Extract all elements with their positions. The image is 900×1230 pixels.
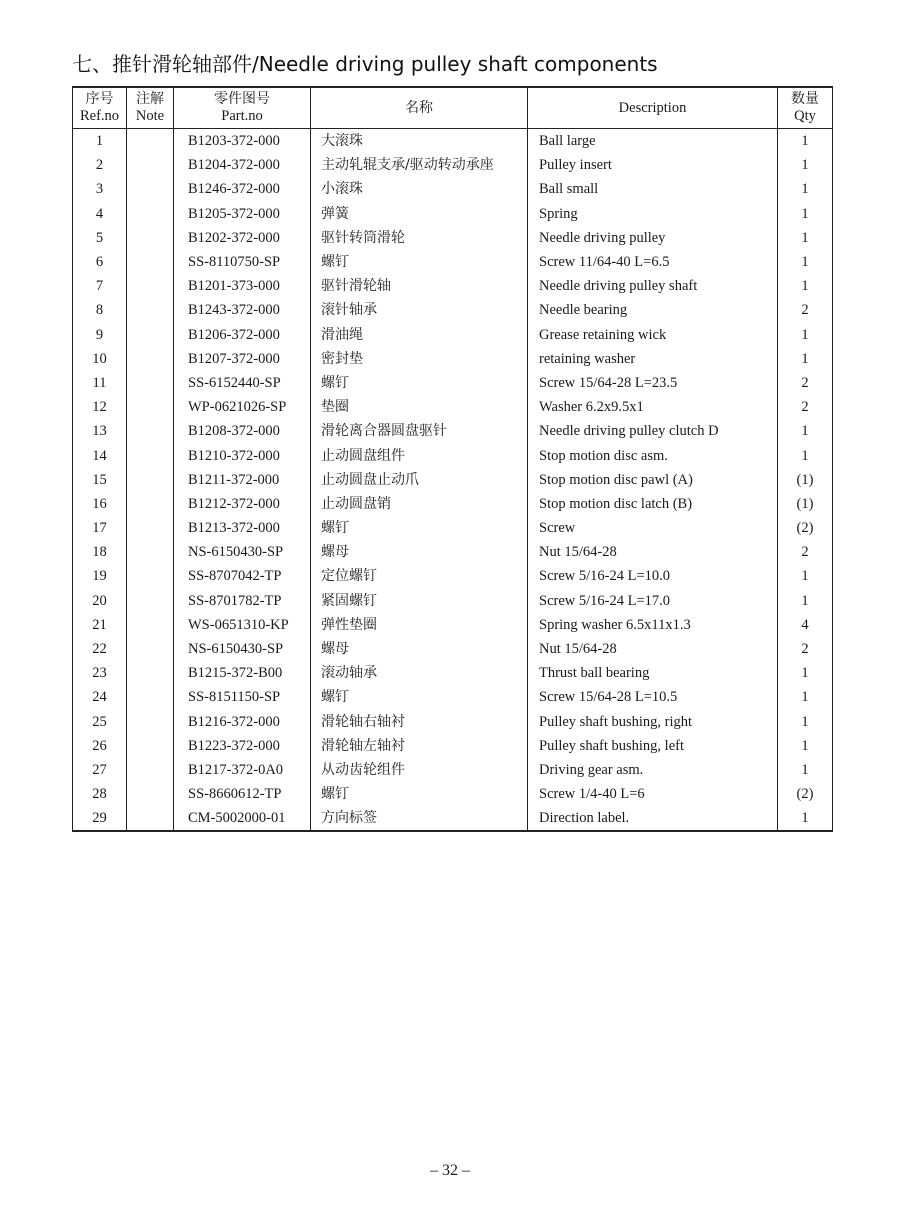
table-row xyxy=(73,347,833,371)
table-header-row xyxy=(73,87,833,129)
cell-note xyxy=(127,226,174,250)
table-row xyxy=(73,250,833,274)
cell-note xyxy=(127,419,174,443)
cell-note xyxy=(127,274,174,298)
table-row xyxy=(73,323,833,347)
cell-ref: 9 xyxy=(73,323,127,347)
cell-qty: 1 xyxy=(778,226,833,250)
cell-ref: 18 xyxy=(73,540,127,564)
cell-description: Nut 15/64-28 xyxy=(528,540,778,564)
cell-part-no: B1223-372-000 xyxy=(174,734,311,758)
cell-note xyxy=(127,637,174,661)
cell-qty: (1) xyxy=(778,468,833,492)
cell-name: 紧固螺钉 xyxy=(311,589,528,613)
header-ref: 序号 Ref.no xyxy=(73,87,127,129)
cell-note xyxy=(127,129,174,154)
cell-part-no: B1243-372-000 xyxy=(174,298,311,322)
cell-part-no: SS-8110750-SP xyxy=(174,250,311,274)
cell-part-no: B1202-372-000 xyxy=(174,226,311,250)
cell-part-no: B1211-372-000 xyxy=(174,468,311,492)
cell-qty: 2 xyxy=(778,298,833,322)
cell-part-no: WP-0621026-SP xyxy=(174,395,311,419)
cell-ref: 29 xyxy=(73,806,127,831)
cell-name: 滑轮离合器圆盘驱针 xyxy=(311,419,528,443)
cell-description: Spring xyxy=(528,202,778,226)
cell-description: Nut 15/64-28 xyxy=(528,637,778,661)
cell-qty: 1 xyxy=(778,419,833,443)
cell-part-no: B1207-372-000 xyxy=(174,347,311,371)
cell-name: 螺母 xyxy=(311,637,528,661)
cell-part-no: B1208-372-000 xyxy=(174,419,311,443)
cell-qty: 1 xyxy=(778,806,833,831)
table-row xyxy=(73,758,833,782)
header-description: Description xyxy=(528,87,778,129)
table-row xyxy=(73,516,833,540)
cell-qty: 2 xyxy=(778,395,833,419)
cell-part-no: B1206-372-000 xyxy=(174,323,311,347)
cell-part-no: B1201-373-000 xyxy=(174,274,311,298)
cell-name: 螺钉 xyxy=(311,371,528,395)
table-row xyxy=(73,564,833,588)
table-row xyxy=(73,443,833,467)
cell-qty: 1 xyxy=(778,153,833,177)
cell-name: 螺钉 xyxy=(311,685,528,709)
table-row xyxy=(73,226,833,250)
cell-qty: 1 xyxy=(778,323,833,347)
cell-note xyxy=(127,661,174,685)
cell-part-no: B1213-372-000 xyxy=(174,516,311,540)
cell-description: Pulley insert xyxy=(528,153,778,177)
cell-name: 滑油绳 xyxy=(311,323,528,347)
cell-note xyxy=(127,202,174,226)
cell-name: 螺钉 xyxy=(311,250,528,274)
cell-description: Screw 5/16-24 L=17.0 xyxy=(528,589,778,613)
cell-note xyxy=(127,734,174,758)
cell-description: Screw 15/64-28 L=23.5 xyxy=(528,371,778,395)
cell-ref: 10 xyxy=(73,347,127,371)
header-part-no: 零件图号 Part.no xyxy=(174,87,311,129)
cell-name: 止动圆盘止动爪 xyxy=(311,468,528,492)
cell-note xyxy=(127,323,174,347)
cell-qty: 1 xyxy=(778,274,833,298)
cell-name: 小滚珠 xyxy=(311,177,528,201)
cell-part-no: SS-8151150-SP xyxy=(174,685,311,709)
cell-note xyxy=(127,347,174,371)
cell-qty: 1 xyxy=(778,661,833,685)
cell-ref: 11 xyxy=(73,371,127,395)
table-row xyxy=(73,371,833,395)
cell-description: Screw 11/64-40 L=6.5 xyxy=(528,250,778,274)
cell-part-no: B1204-372-000 xyxy=(174,153,311,177)
table-row xyxy=(73,274,833,298)
cell-qty: 1 xyxy=(778,177,833,201)
table-row xyxy=(73,129,833,154)
cell-ref: 20 xyxy=(73,589,127,613)
cell-note xyxy=(127,516,174,540)
cell-part-no: SS-8660612-TP xyxy=(174,782,311,806)
cell-ref: 15 xyxy=(73,468,127,492)
cell-name: 滚动轴承 xyxy=(311,661,528,685)
cell-name: 弹簧 xyxy=(311,202,528,226)
table-row xyxy=(73,395,833,419)
cell-qty: (2) xyxy=(778,782,833,806)
cell-qty: 1 xyxy=(778,685,833,709)
cell-qty: 1 xyxy=(778,129,833,154)
table-row xyxy=(73,613,833,637)
cell-part-no: B1210-372-000 xyxy=(174,443,311,467)
cell-note xyxy=(127,395,174,419)
cell-note xyxy=(127,564,174,588)
cell-name: 螺母 xyxy=(311,540,528,564)
cell-name: 滑轮轴右轴衬 xyxy=(311,710,528,734)
cell-name: 螺钉 xyxy=(311,782,528,806)
cell-ref: 16 xyxy=(73,492,127,516)
cell-ref: 28 xyxy=(73,782,127,806)
cell-description: Stop motion disc latch (B) xyxy=(528,492,778,516)
cell-name: 驱针滑轮轴 xyxy=(311,274,528,298)
cell-part-no: SS-8701782-TP xyxy=(174,589,311,613)
cell-ref: 7 xyxy=(73,274,127,298)
cell-description: Driving gear asm. xyxy=(528,758,778,782)
cell-name: 密封垫 xyxy=(311,347,528,371)
table-row xyxy=(73,734,833,758)
cell-description: Screw 1/4-40 L=6 xyxy=(528,782,778,806)
cell-name: 垫圈 xyxy=(311,395,528,419)
cell-description: Washer 6.2x9.5x1 xyxy=(528,395,778,419)
cell-name: 止动圆盘销 xyxy=(311,492,528,516)
cell-note xyxy=(127,371,174,395)
cell-description: Direction label. xyxy=(528,806,778,831)
cell-description: Screw 15/64-28 L=10.5 xyxy=(528,685,778,709)
cell-qty: (2) xyxy=(778,516,833,540)
cell-part-no: SS-8707042-TP xyxy=(174,564,311,588)
cell-qty: 1 xyxy=(778,758,833,782)
cell-note xyxy=(127,806,174,831)
cell-description: Spring washer 6.5x11x1.3 xyxy=(528,613,778,637)
table-row xyxy=(73,589,833,613)
cell-qty: (1) xyxy=(778,492,833,516)
cell-name: 滚针轴承 xyxy=(311,298,528,322)
cell-note xyxy=(127,782,174,806)
cell-qty: 1 xyxy=(778,443,833,467)
cell-name: 止动圆盘组件 xyxy=(311,443,528,467)
cell-note xyxy=(127,613,174,637)
table-row xyxy=(73,468,833,492)
cell-name: 驱针转筒滑轮 xyxy=(311,226,528,250)
cell-ref: 3 xyxy=(73,177,127,201)
cell-description: Screw xyxy=(528,516,778,540)
cell-part-no: WS-0651310-KP xyxy=(174,613,311,637)
cell-note xyxy=(127,540,174,564)
cell-description: Ball small xyxy=(528,177,778,201)
table-row xyxy=(73,298,833,322)
cell-ref: 17 xyxy=(73,516,127,540)
cell-qty: 2 xyxy=(778,371,833,395)
header-qty: 数量 Qty xyxy=(778,87,833,129)
cell-ref: 27 xyxy=(73,758,127,782)
cell-ref: 24 xyxy=(73,685,127,709)
cell-description: Pulley shaft bushing, right xyxy=(528,710,778,734)
cell-qty: 4 xyxy=(778,613,833,637)
table-row xyxy=(73,540,833,564)
table-row xyxy=(73,806,833,831)
cell-qty: 1 xyxy=(778,589,833,613)
cell-note xyxy=(127,443,174,467)
table-row xyxy=(73,492,833,516)
cell-name: 方向标签 xyxy=(311,806,528,831)
cell-description: Needle driving pulley xyxy=(528,226,778,250)
cell-name: 大滚珠 xyxy=(311,129,528,154)
cell-ref: 23 xyxy=(73,661,127,685)
table-row xyxy=(73,153,833,177)
table-row xyxy=(73,710,833,734)
cell-part-no: NS-6150430-SP xyxy=(174,637,311,661)
table-row xyxy=(73,202,833,226)
cell-note xyxy=(127,468,174,492)
cell-note xyxy=(127,177,174,201)
page-title: 七、推针滑轮轴部件/Needle driving pulley shaft components xyxy=(72,52,658,76)
cell-description: Needle driving pulley shaft xyxy=(528,274,778,298)
cell-part-no: B1216-372-000 xyxy=(174,710,311,734)
cell-ref: 19 xyxy=(73,564,127,588)
cell-ref: 6 xyxy=(73,250,127,274)
cell-part-no: B1215-372-B00 xyxy=(174,661,311,685)
table-row xyxy=(73,419,833,443)
cell-note xyxy=(127,685,174,709)
cell-ref: 26 xyxy=(73,734,127,758)
cell-qty: 1 xyxy=(778,250,833,274)
cell-qty: 2 xyxy=(778,540,833,564)
cell-part-no: SS-6152440-SP xyxy=(174,371,311,395)
cell-ref: 5 xyxy=(73,226,127,250)
cell-note xyxy=(127,250,174,274)
page-number: – 32 – xyxy=(430,1162,470,1179)
cell-ref: 2 xyxy=(73,153,127,177)
cell-description: Pulley shaft bushing, left xyxy=(528,734,778,758)
cell-note xyxy=(127,710,174,734)
cell-part-no: B1217-372-0A0 xyxy=(174,758,311,782)
header-note: 注解 Note xyxy=(127,87,174,129)
cell-note xyxy=(127,298,174,322)
table-row xyxy=(73,637,833,661)
cell-note xyxy=(127,758,174,782)
cell-qty: 2 xyxy=(778,637,833,661)
cell-description: Needle driving pulley clutch D xyxy=(528,419,778,443)
cell-part-no: NS-6150430-SP xyxy=(174,540,311,564)
cell-name: 从动齿轮组件 xyxy=(311,758,528,782)
cell-description: Thrust ball bearing xyxy=(528,661,778,685)
cell-ref: 4 xyxy=(73,202,127,226)
cell-description: Grease retaining wick xyxy=(528,323,778,347)
cell-ref: 25 xyxy=(73,710,127,734)
cell-qty: 1 xyxy=(778,710,833,734)
cell-description: retaining washer xyxy=(528,347,778,371)
cell-ref: 22 xyxy=(73,637,127,661)
header-name: 名称 xyxy=(311,87,528,129)
cell-part-no: B1246-372-000 xyxy=(174,177,311,201)
cell-qty: 1 xyxy=(778,202,833,226)
cell-note xyxy=(127,589,174,613)
cell-part-no: CM-5002000-01 xyxy=(174,806,311,831)
cell-part-no: B1205-372-000 xyxy=(174,202,311,226)
table-row xyxy=(73,782,833,806)
cell-description: Ball large xyxy=(528,129,778,154)
table-row xyxy=(73,661,833,685)
cell-ref: 13 xyxy=(73,419,127,443)
parts-table xyxy=(72,86,833,832)
cell-name: 定位螺钉 xyxy=(311,564,528,588)
cell-name: 主动轧辊支承/驱动转动承座 xyxy=(311,153,528,177)
cell-name: 螺钉 xyxy=(311,516,528,540)
cell-description: Stop motion disc pawl (A) xyxy=(528,468,778,492)
cell-ref: 1 xyxy=(73,129,127,154)
cell-part-no: B1212-372-000 xyxy=(174,492,311,516)
cell-ref: 21 xyxy=(73,613,127,637)
cell-ref: 8 xyxy=(73,298,127,322)
cell-note xyxy=(127,492,174,516)
table-row xyxy=(73,177,833,201)
cell-qty: 1 xyxy=(778,564,833,588)
cell-description: Needle bearing xyxy=(528,298,778,322)
cell-ref: 14 xyxy=(73,443,127,467)
cell-name: 弹性垫圈 xyxy=(311,613,528,637)
cell-ref: 12 xyxy=(73,395,127,419)
cell-description: Stop motion disc asm. xyxy=(528,443,778,467)
cell-part-no: B1203-372-000 xyxy=(174,129,311,154)
cell-note xyxy=(127,153,174,177)
cell-description: Screw 5/16-24 L=10.0 xyxy=(528,564,778,588)
cell-qty: 1 xyxy=(778,734,833,758)
cell-name: 滑轮轴左轴衬 xyxy=(311,734,528,758)
table-row xyxy=(73,685,833,709)
cell-qty: 1 xyxy=(778,347,833,371)
